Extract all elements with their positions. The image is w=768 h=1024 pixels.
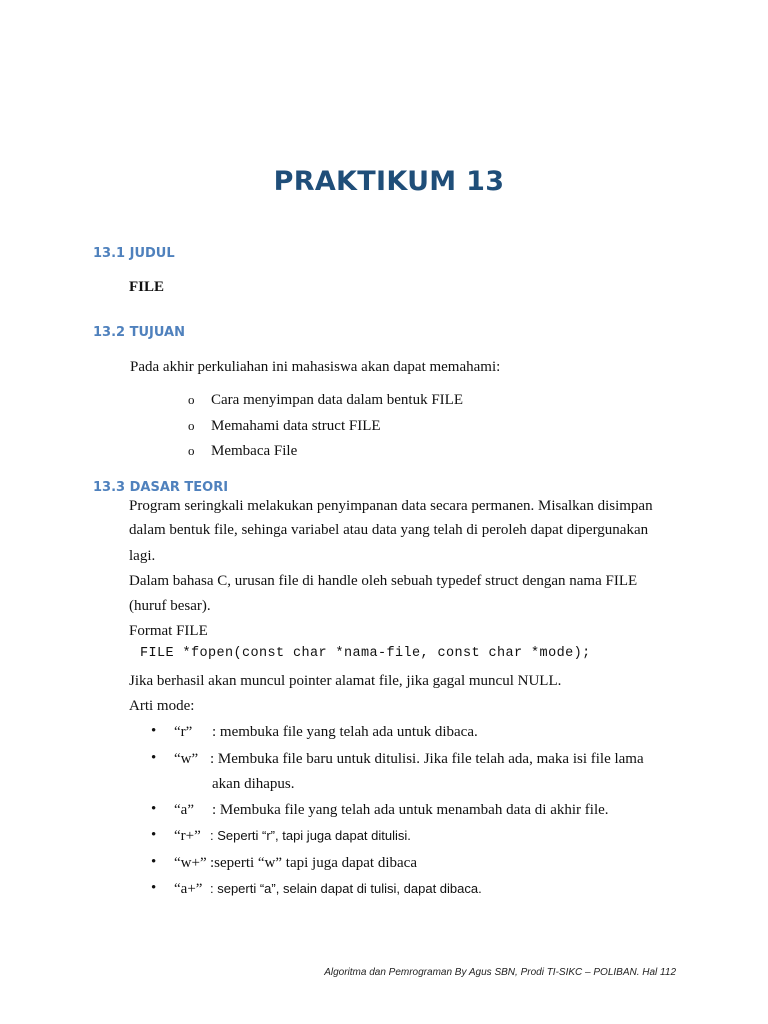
paragraph-line: lagi. [129,548,156,564]
format-label: Format FILE [129,623,208,639]
bullet-dot: • [151,801,157,817]
mode-key: “w+” [174,855,207,871]
mode-key: “r+” [174,828,201,844]
mode-desc: : Seperti “r”, tapi juga dapat ditulisi. [210,828,411,843]
bullet-dot: • [151,880,157,896]
mode-desc: : seperti “a”, selain dapat di tulisi, dapat dibaca. [210,881,482,896]
bullet-dot: • [151,750,157,766]
result-line: Jika berhasil akan muncul pointer alamat file, jika gagal muncul NULL. [129,673,562,689]
paragraph-line: (huruf besar). [129,598,211,614]
tujuan-item: Memahami data struct FILE [211,418,381,434]
bullet-dot: • [151,854,157,870]
judul-content: FILE [129,279,165,295]
paragraph-line: Program seringkali melakukan penyimpanan data secara permanen. Misalkan disimpan [129,498,653,514]
tujuan-item: Cara menyimpan data dalam bentuk FILE [211,392,464,408]
section-heading-judul: 13.1 JUDUL [93,246,175,261]
mode-desc: :seperti “w” tapi juga dapat dibaca [210,855,417,871]
mode-desc: : membuka file yang telah ada untuk dibaca. [212,724,478,740]
chapter-title: PRAKTIKUM 13 [273,166,505,197]
section-heading-dasar-teori: 13.3 DASAR TEORI [93,480,229,495]
mode-key: “a” [174,802,194,818]
paragraph-line: Dalam bahasa C, urusan file di handle oleh sebuah typedef struct dengan nama FILE [129,573,638,589]
section-heading-tujuan: 13.2 TUJUAN [93,325,185,340]
mode-key: “w” [174,751,199,767]
mode-label: Arti mode: [129,698,195,714]
mode-desc: : Membuka file yang telah ada untuk menambah data di akhir file. [212,802,609,818]
tujuan-item: Membaca File [211,443,298,459]
bullet-dot: • [151,723,157,739]
mode-key: “a+” [174,881,203,897]
paragraph-line: dalam bentuk file, sehinga variabel atau data yang telah di peroleh dapat dipergunakan [129,522,649,538]
bullet-dot: • [151,827,157,843]
list-bullet: o [188,392,195,407]
mode-key: “r” [174,724,193,740]
list-bullet: o [188,418,195,433]
list-bullet: o [188,443,195,458]
mode-desc: : Membuka file baru untuk ditulisi. Jika file telah ada, maka isi file lama [210,751,644,767]
mode-desc-continued: akan dihapus. [212,776,295,792]
code-snippet: FILE *fopen(const char *nama-file, const char *mode); [140,646,591,661]
page-footer: Algoritma dan Pemrograman By Agus SBN, Prodi TI-SIKC – POLIBAN. Hal 112 [324,967,676,978]
tujuan-intro: Pada akhir perkuliahan ini mahasiswa akan dapat memahami: [130,359,501,375]
